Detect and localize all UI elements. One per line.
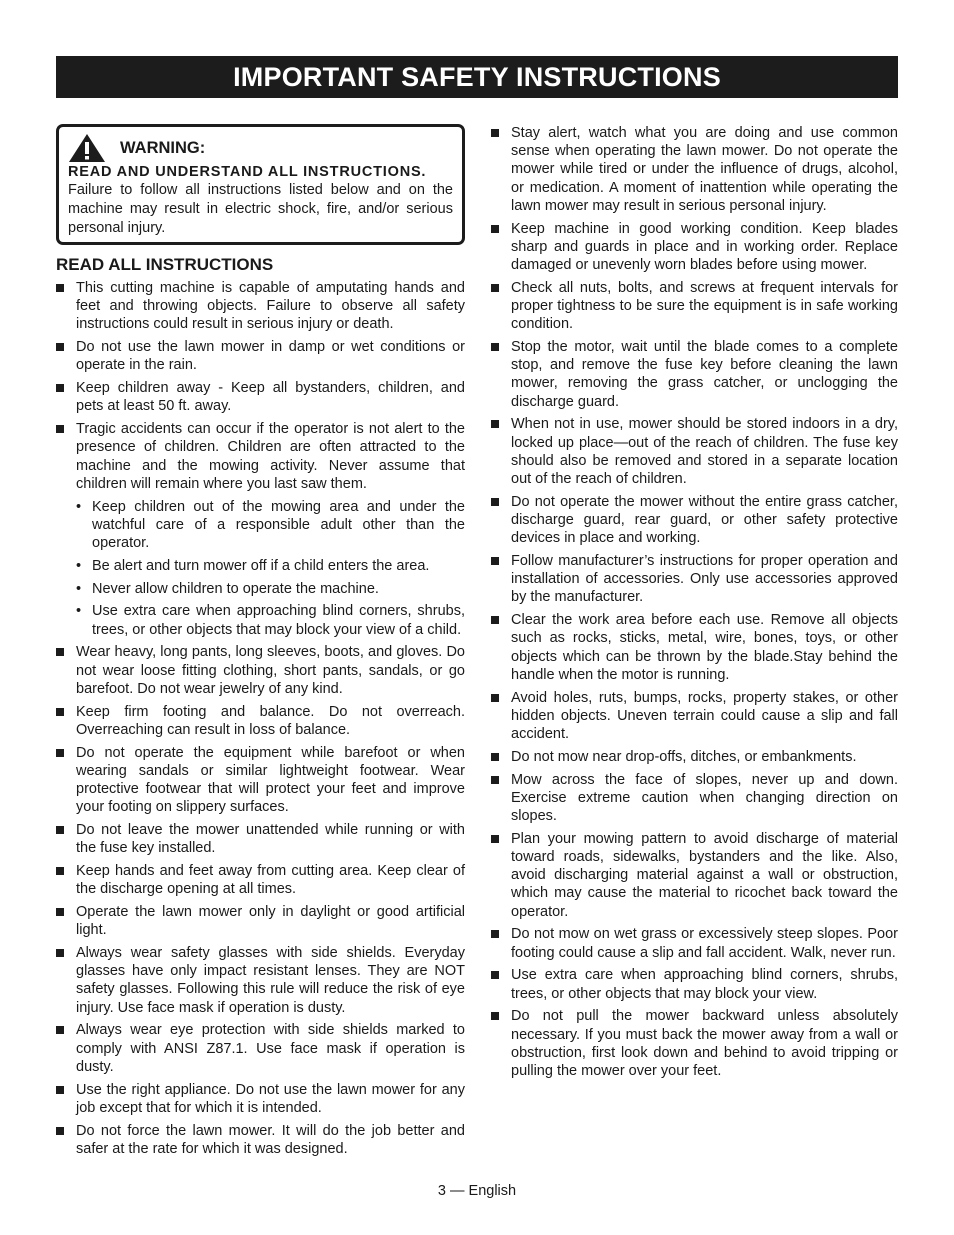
sub-list-item: • Keep children out of the mowing area and under the watchful care of a responsible adult other than the operator. bbox=[56, 498, 465, 553]
list-item: Follow manufacturer’s instructions for proper operation and installation of accessories. Only use accessories approved by the manufacturer. bbox=[491, 552, 898, 607]
list-item: Stop the motor, wait until the blade comes to a complete stop, and remove the fuse key before cleaning the lawn mower, removing the grass catcher, or unclogging the discharge guard. bbox=[491, 338, 898, 411]
section-title: READ ALL INSTRUCTIONS bbox=[56, 255, 274, 274]
sub-list-item: • Never allow children to operate the machine. bbox=[56, 580, 465, 598]
list-item: Tragic accidents can occur if the operator is not alert to the presence of children. Children are often attracted to the machine and the mowing activity. Never assume that children will remain where you last saw them. bbox=[56, 420, 465, 493]
list-item: This cutting machine is capable of amputating hands and feet and throwing objects. Failure to observe all safety instructions could result in serious injury or death. bbox=[56, 279, 465, 334]
list-item: Do not leave the mower unattended while running or with the fuse key installed. bbox=[56, 821, 465, 857]
left-instruction-list bbox=[56, 279, 465, 1158]
warning-header bbox=[68, 133, 453, 163]
warning-triangle-icon bbox=[68, 133, 106, 163]
right-instruction-list bbox=[491, 124, 898, 1080]
left-column bbox=[56, 124, 465, 1163]
list-item: Keep machine in good working condition. Keep blades sharp and guards in place and in working order. Replace damaged or unevenly worn blades before using mower. bbox=[491, 220, 898, 275]
list-item: Use the right appliance. Do not use the lawn mower for any job except that for which it is intended. bbox=[56, 1081, 465, 1117]
list-item: Wear heavy, long pants, long sleeves, boots, and gloves. Do not wear loose fitting clothing, short pants, sandals, or go barefoot. Do not wear jewelry of any kind. bbox=[56, 643, 465, 698]
right-column bbox=[491, 124, 898, 1085]
warning-title: WARNING: bbox=[120, 138, 206, 157]
list-item: Do not mow on wet grass or excessively steep slopes. Poor footing could cause a slip and fall accident. Walk, never run. bbox=[491, 925, 898, 961]
list-item: Clear the work area before each use. Remove all objects such as rocks, sticks, metal, wire, bones, toys, or other objects which can be thrown by the blade.Stay behind the handle when the motor is running. bbox=[491, 611, 898, 684]
list-item: Do not mow near drop-offs, ditches, or embankments. bbox=[491, 748, 898, 766]
list-item: Operate the lawn mower only in daylight or good artificial light. bbox=[56, 903, 465, 939]
sub-list-item: • Be alert and turn mower off if a child enters the area. bbox=[56, 557, 465, 575]
list-item: Do not use the lawn mower in damp or wet conditions or operate in the rain. bbox=[56, 338, 465, 374]
list-item: When not in use, mower should be stored indoors in a dry, locked up place—out of the reach of children. The fuse key should also be removed and stored in a separate location out of the reach of children. bbox=[491, 415, 898, 488]
list-item: Use extra care when approaching blind corners, shrubs, trees, or other objects that may block your view. bbox=[491, 966, 898, 1002]
list-item: Do not operate the mower without the entire grass catcher, discharge guard, rear guard, or other safety protective devices in place and working. bbox=[491, 493, 898, 548]
list-item: Avoid holes, ruts, bumps, rocks, property stakes, or other hidden objects. Uneven terrain could cause a slip and fall accident. bbox=[491, 689, 898, 744]
list-item: Stay alert, watch what you are doing and use common sense when operating the lawn mower. Do not operate the mower while tired or under the influence of drugs, alcohol, or medication. A moment of inattention while operating the lawn mower may result in serious personal injury. bbox=[491, 124, 898, 215]
warning-body: Failure to follow all instructions listed below and on the machine may result in electric shock, fire, and/or serious personal injury. bbox=[68, 182, 453, 236]
list-item: Do not force the lawn mower. It will do the job better and safer at the rate for which it was designed. bbox=[56, 1122, 465, 1158]
list-item: Plan your mowing pattern to avoid discharge of material toward roads, sidewalks, bystanders and the like. Also, avoid discharging material against a wall or obstruction, which may cause the material to ricochet back toward the operator. bbox=[491, 830, 898, 921]
list-item: Keep children away - Keep all bystanders, children, and pets at least 50 ft. away. bbox=[56, 379, 465, 415]
list-item: Check all nuts, bolts, and screws at frequent intervals for proper tightness to be sure the equipment is in safe working condition. bbox=[491, 279, 898, 334]
list-item: Keep hands and feet away from cutting area. Keep clear of the discharge opening at all times. bbox=[56, 862, 465, 898]
page-number: 3 — English bbox=[437, 1183, 517, 1199]
page-footer bbox=[0, 1183, 954, 1199]
list-item: Keep firm footing and balance. Do not overreach. Overreaching can result in loss of balance. bbox=[56, 703, 465, 739]
sub-list-item: • Use extra care when approaching blind corners, shrubs, trees, or other objects that may block your view of a child. bbox=[56, 602, 465, 638]
warning-lead: READ AND UNDERSTAND ALL INSTRUCTIONS. bbox=[68, 164, 427, 180]
list-item: Mow across the face of slopes, never up and down. Exercise extreme caution when changing direction on slopes. bbox=[491, 771, 898, 826]
page-title: IMPORTANT SAFETY INSTRUCTIONS bbox=[233, 62, 721, 92]
list-item: Always wear safety glasses with side shields. Everyday glasses have only impact resistant lenses. They are NOT safety glasses. Following this rule will reduce the risk of eye injury. Use face mask if operation is dusty. bbox=[56, 944, 465, 1017]
list-item: Always wear eye protection with side shields marked to comply with ANSI Z87.1. Use face mask if operation is dusty. bbox=[56, 1021, 465, 1076]
page-title-banner bbox=[56, 56, 898, 98]
list-item: Do not pull the mower backward unless absolutely necessary. If you must back the mower away from a wall or obstruction, first look down and behind to avoid tripping or pulling the mower over your feet. bbox=[491, 1007, 898, 1080]
list-item: Do not operate the equipment while barefoot or when wearing sandals or similar lightweight footwear. Wear protective footwear that will protect your feet and improve your footing on slippery surfaces. bbox=[56, 744, 465, 817]
warning-box bbox=[56, 124, 465, 245]
